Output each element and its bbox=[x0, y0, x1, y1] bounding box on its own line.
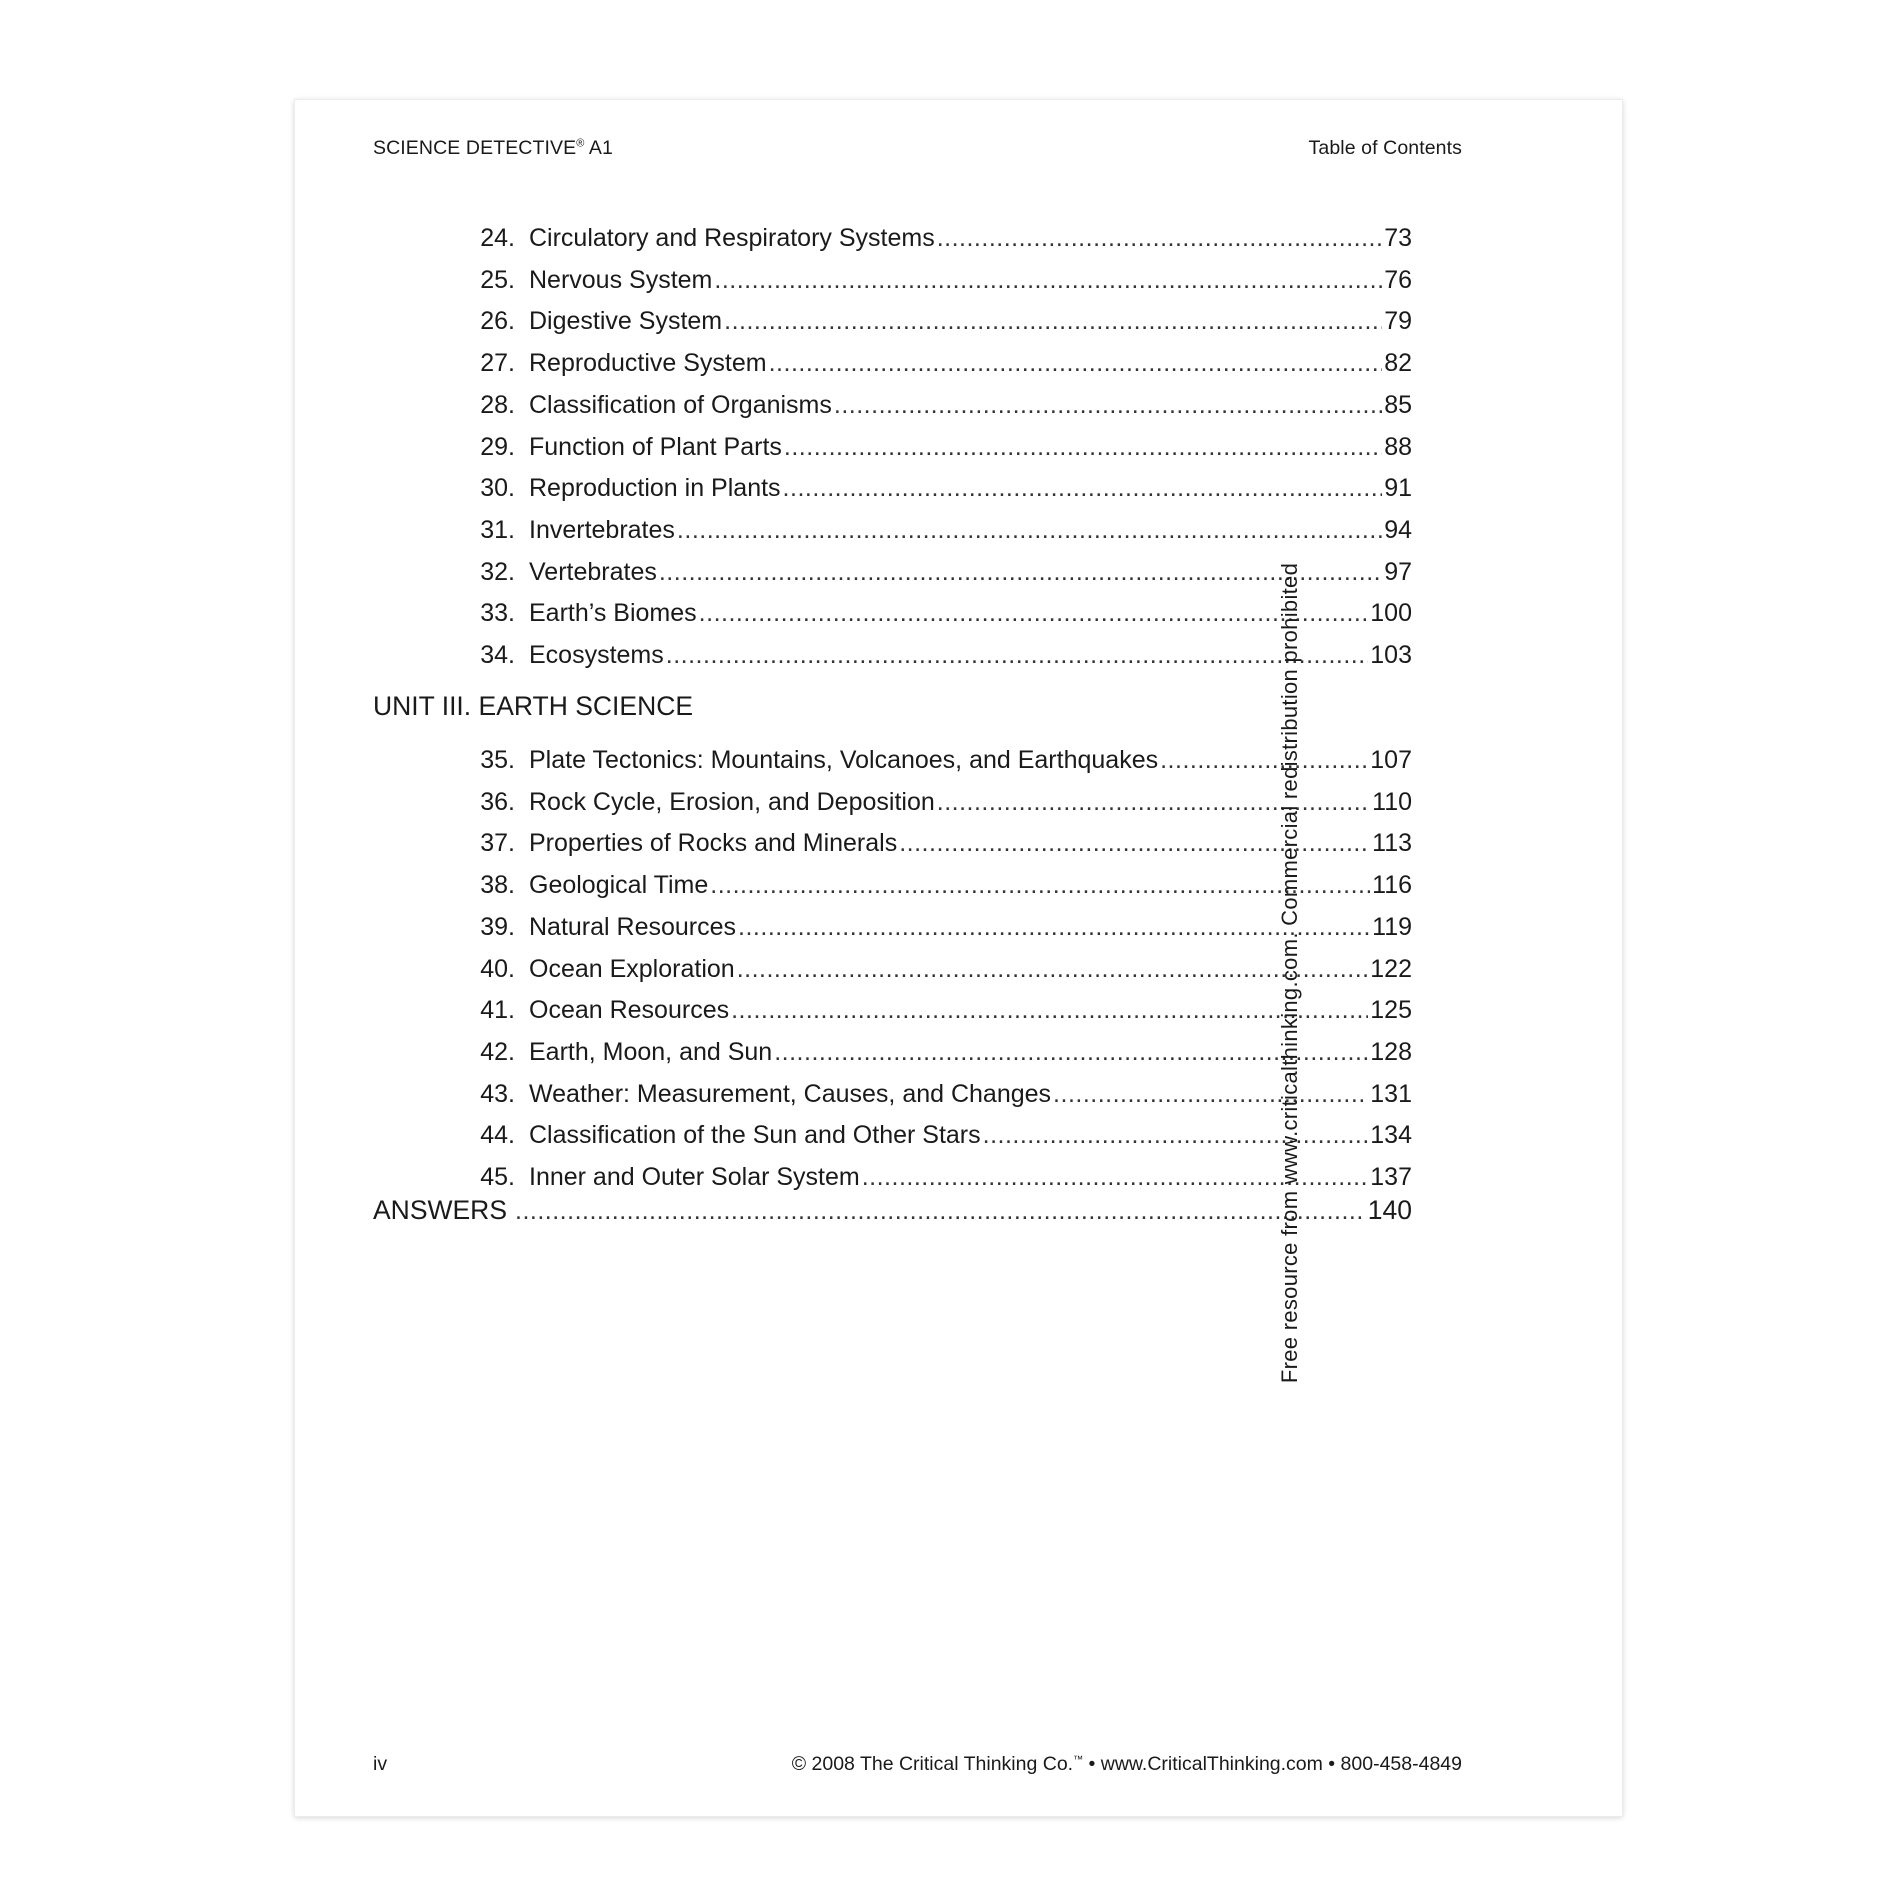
toc-entry[interactable] bbox=[463, 996, 1412, 1030]
toc-entry-page: 122 bbox=[1370, 954, 1412, 983]
toc-entry-title: Invertebrates bbox=[529, 515, 675, 544]
toc-entry-page: 107 bbox=[1370, 746, 1412, 774]
toc-entry-page: 88 bbox=[1384, 432, 1412, 461]
toc-entry-page: 116 bbox=[1372, 871, 1412, 900]
toc-entry[interactable] bbox=[463, 641, 1412, 675]
toc-entry[interactable] bbox=[463, 433, 1412, 467]
toc-entry-number: 29. bbox=[480, 432, 515, 461]
toc-entry-title: Classification of Organisms bbox=[529, 390, 832, 419]
toc-entry-title: ANSWERS bbox=[373, 1195, 507, 1225]
toc-entry-number: 42. bbox=[480, 1037, 515, 1066]
toc-entry-title: Function of Plant Parts bbox=[529, 432, 782, 461]
toc-entry-page: 97 bbox=[1384, 557, 1412, 586]
toc-entry-number: 30. bbox=[480, 474, 515, 503]
dot-leader bbox=[737, 955, 1369, 984]
toc-entry[interactable] bbox=[463, 1038, 1412, 1072]
toc-entry-number: 38. bbox=[480, 871, 515, 900]
copyright-text: © 2008 The Critical Thinking Co. bbox=[791, 1753, 1074, 1775]
dot-leader bbox=[714, 266, 1382, 295]
dot-leader bbox=[834, 391, 1382, 420]
toc-entry[interactable] bbox=[463, 349, 1412, 383]
book-level: A1 bbox=[584, 137, 613, 159]
dot-leader bbox=[783, 474, 1383, 503]
toc-entry[interactable] bbox=[463, 599, 1412, 633]
dot-leader bbox=[731, 996, 1368, 1025]
toc-entry[interactable] bbox=[463, 1163, 1412, 1197]
toc-entry-title: Natural Resources bbox=[529, 912, 737, 941]
toc-entry-page: 103 bbox=[1370, 641, 1412, 669]
toc-entry-page: 125 bbox=[1370, 996, 1412, 1025]
toc-entry-title: Ocean Resources bbox=[529, 996, 730, 1025]
toc-entry[interactable] bbox=[463, 1121, 1412, 1155]
registered-mark: ® bbox=[576, 137, 585, 150]
toc-entry-page: 113 bbox=[1372, 829, 1412, 858]
dot-leader bbox=[724, 307, 1382, 336]
dot-leader bbox=[515, 1197, 1365, 1226]
dot-leader bbox=[784, 433, 1382, 462]
dot-leader bbox=[659, 558, 1382, 587]
running-header-section: Table of Contents bbox=[1308, 137, 1462, 159]
toc-entry[interactable] bbox=[463, 224, 1412, 258]
toc-entry[interactable] bbox=[463, 788, 1412, 822]
toc-entry-number: 25. bbox=[480, 265, 515, 294]
toc-entry-page: 140 bbox=[1367, 1195, 1412, 1225]
toc-entry-title: Circulatory and Respiratory Systems bbox=[529, 224, 935, 252]
toc-entry-number: 24. bbox=[480, 224, 515, 252]
toc-entry-number: 45. bbox=[480, 1163, 515, 1191]
toc-entry-page: 100 bbox=[1370, 599, 1412, 628]
toc-entry[interactable] bbox=[463, 746, 1412, 780]
toc-entry-title: Nervous System bbox=[529, 265, 713, 294]
toc-entry[interactable] bbox=[463, 829, 1412, 863]
toc-entry-number: 33. bbox=[480, 599, 515, 628]
dot-leader bbox=[937, 224, 1382, 253]
toc-entry-number: 44. bbox=[480, 1121, 515, 1150]
toc-entry-number: 37. bbox=[480, 829, 515, 858]
toc-entry[interactable] bbox=[463, 474, 1412, 508]
toc-entry-title: Earth, Moon, and Sun bbox=[529, 1037, 773, 1066]
dot-leader bbox=[666, 641, 1369, 670]
toc-entry-page: 94 bbox=[1384, 515, 1412, 544]
book-title: SCIENCE DETECTIVE bbox=[373, 137, 577, 159]
toc-entry[interactable] bbox=[463, 307, 1412, 341]
toc-entry-page: 76 bbox=[1384, 265, 1412, 294]
toc-entry-number: 40. bbox=[480, 954, 515, 983]
toc-entry-page: 73 bbox=[1384, 224, 1412, 252]
dot-leader bbox=[710, 871, 1370, 900]
redistribution-notice: Free resource from www.criticalthinking.com. Commercial redistribution prohibited bbox=[1277, 562, 1302, 1384]
dot-leader bbox=[983, 1121, 1369, 1150]
trademark-mark: ™ bbox=[1073, 1754, 1084, 1766]
dot-leader bbox=[677, 516, 1382, 545]
toc-entry[interactable] bbox=[463, 955, 1412, 989]
toc-entry-title: Ecosystems bbox=[529, 641, 664, 669]
contact-text: • www.CriticalThinking.com • 800-458-4849 bbox=[1083, 1753, 1462, 1775]
toc-entry-page: 79 bbox=[1384, 307, 1412, 336]
toc-entry-number: 26. bbox=[480, 307, 515, 336]
toc-entry-number: 43. bbox=[480, 1079, 515, 1108]
dot-leader bbox=[937, 788, 1370, 817]
toc-entry-title: Vertebrates bbox=[529, 557, 657, 586]
page-number: iv bbox=[373, 1753, 388, 1775]
toc-entry-number: 31. bbox=[480, 515, 515, 544]
toc-entry-number: 28. bbox=[480, 390, 515, 419]
toc-entry-page: 85 bbox=[1384, 390, 1412, 419]
document-page bbox=[295, 100, 1622, 1816]
toc-entry-title: Plate Tectonics: Mountains, Volcanoes, and Earthquakes bbox=[529, 746, 1159, 774]
toc-entry[interactable] bbox=[463, 558, 1412, 592]
toc-entry-number: 35. bbox=[480, 746, 515, 774]
toc-entry-page: 134 bbox=[1370, 1121, 1412, 1150]
dot-leader bbox=[699, 599, 1369, 628]
dot-leader bbox=[738, 913, 1370, 942]
running-header-title bbox=[373, 137, 613, 160]
toc-entry-number: 39. bbox=[480, 912, 515, 941]
toc-entry[interactable] bbox=[463, 266, 1412, 300]
toc-entry-page: 82 bbox=[1384, 349, 1412, 378]
toc-entry-title: Digestive System bbox=[529, 307, 723, 336]
dot-leader bbox=[769, 349, 1383, 378]
toc-entry-number: 41. bbox=[480, 996, 515, 1025]
toc-entry-page: 119 bbox=[1372, 912, 1412, 941]
toc-entry-title: Reproductive System bbox=[529, 349, 767, 378]
toc-entry-title: Reproduction in Plants bbox=[529, 474, 781, 503]
toc-entry-page: 137 bbox=[1370, 1163, 1412, 1191]
toc-entry-title: Geological Time bbox=[529, 871, 709, 900]
toc-entry-number: 36. bbox=[480, 787, 515, 816]
toc-entry[interactable] bbox=[463, 1080, 1412, 1114]
toc-entry-title: Earth’s Biomes bbox=[529, 599, 697, 628]
toc-entry-page: 110 bbox=[1372, 787, 1412, 816]
toc-entry-page: 131 bbox=[1370, 1079, 1412, 1108]
dot-leader bbox=[1053, 1080, 1368, 1109]
toc-entry-title: Inner and Outer Solar System bbox=[529, 1163, 860, 1191]
toc-entry-title: Ocean Exploration bbox=[529, 954, 735, 983]
toc-entry[interactable] bbox=[463, 871, 1412, 905]
toc-answers-entry[interactable] bbox=[373, 1195, 1412, 1233]
toc-entry-title: Rock Cycle, Erosion, and Deposition bbox=[529, 787, 935, 816]
toc-entry[interactable] bbox=[463, 516, 1412, 550]
copyright-footer bbox=[792, 1753, 1462, 1776]
toc-entry-number: 27. bbox=[480, 349, 515, 378]
toc-entry[interactable] bbox=[463, 391, 1412, 425]
toc-entry-number: 34. bbox=[480, 641, 515, 669]
toc-entry[interactable] bbox=[463, 913, 1412, 947]
dot-leader bbox=[1160, 746, 1368, 775]
toc-entry-page: 91 bbox=[1384, 474, 1412, 503]
toc-entry-title: Classification of the Sun and Other Stars bbox=[529, 1121, 981, 1150]
toc-entry-title: Properties of Rocks and Minerals bbox=[529, 829, 898, 858]
unit-heading: UNIT III. EARTH SCIENCE bbox=[373, 691, 694, 721]
toc-entry-page: 128 bbox=[1370, 1037, 1412, 1066]
toc-entry-number: 32. bbox=[480, 557, 515, 586]
toc-entry-title: Weather: Measurement, Causes, and Changes bbox=[529, 1079, 1052, 1108]
